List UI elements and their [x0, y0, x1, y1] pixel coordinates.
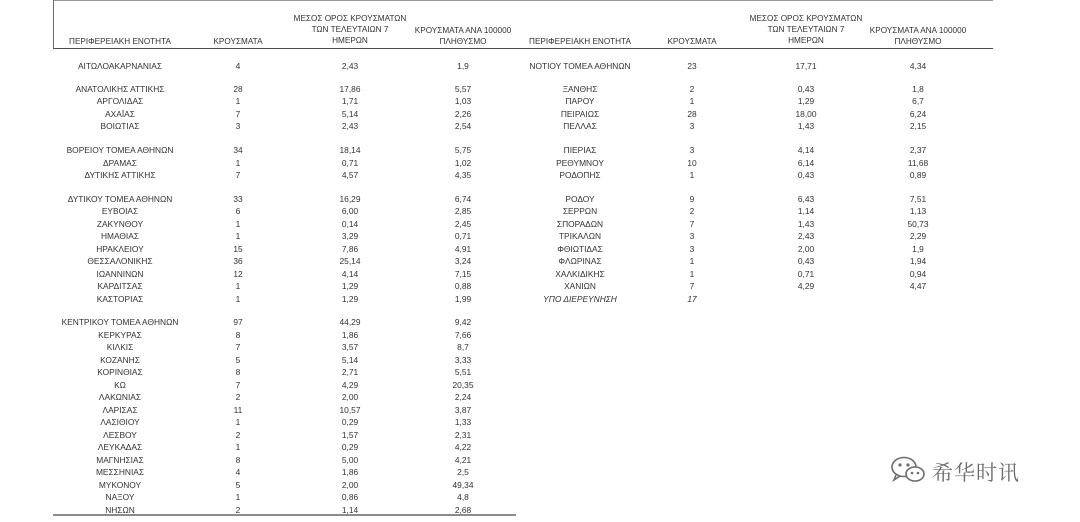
- region-cell: ΖΑΚΥΝΘΟΥ: [96, 219, 144, 229]
- cases-cell: 1: [235, 294, 241, 304]
- per100k-cell: 1,03: [454, 96, 472, 106]
- avg7-cell: 2,00: [341, 392, 359, 402]
- region-cell: ΗΜΑΘΙΑΣ: [100, 231, 140, 241]
- per100k-cell: 5,75: [454, 145, 472, 155]
- cases-cell: 36: [233, 256, 243, 266]
- per100k-cell: 9,42: [454, 317, 472, 327]
- avg7-cell: 0,29: [341, 417, 359, 427]
- per100k-cell: 2,68: [454, 505, 472, 515]
- cases-cell: 23: [687, 61, 697, 71]
- cases-cell: 2: [689, 84, 695, 94]
- cases-cell: 1: [235, 281, 241, 291]
- region-cell: ΛΑΚΩΝΙΑΣ: [98, 392, 142, 402]
- wechat-icon: [890, 455, 926, 490]
- per100k-cell: 49,34: [452, 480, 474, 490]
- per100k-cell: 4,35: [454, 170, 472, 180]
- avg7-cell: 5,14: [341, 355, 359, 365]
- avg7-cell: 1,29: [341, 281, 359, 291]
- cases-cell: 1: [689, 170, 695, 180]
- cases-cell: 2: [689, 206, 695, 216]
- watermark: [890, 454, 1060, 490]
- avg7-cell: 44,29: [339, 317, 361, 327]
- region-cell: ΠΑΡΟΥ: [565, 96, 595, 106]
- region-cell: ΦΛΩΡΙΝΑΣ: [558, 256, 602, 266]
- region-cell: ΒΟΙΩΤΙΑΣ: [100, 121, 140, 131]
- per100k-cell: 4,47: [909, 281, 927, 291]
- table-top-rule: [53, 0, 993, 1]
- avg7-cell: 2,43: [341, 121, 359, 131]
- cases-cell: 8: [235, 455, 241, 465]
- region-cell: ΤΡΙΚΑΛΩΝ: [558, 231, 602, 241]
- per100k-cell: 2,37: [909, 145, 927, 155]
- region-cell: ΡΟΔΟΠΗΣ: [559, 170, 601, 180]
- avg7-cell: 2,71: [341, 367, 359, 377]
- avg7-cell: 18,00: [795, 109, 817, 119]
- region-cell: ΞΑΝΘΗΣ: [562, 84, 598, 94]
- cases-cell: 28: [687, 109, 697, 119]
- region-cell: ΕΥΒΟΙΑΣ: [101, 206, 139, 216]
- per100k-cell: 1,8: [912, 84, 924, 94]
- avg7-cell: 4,14: [341, 269, 359, 279]
- per100k-cell: 20,35: [452, 380, 474, 390]
- per100k-cell: 4,34: [909, 61, 927, 71]
- per100k-cell: 2,54: [454, 121, 472, 131]
- cases-cell: 11: [233, 405, 243, 415]
- per100k-cell: 2,85: [454, 206, 472, 216]
- cases-cell: 6: [235, 206, 241, 216]
- avg7-cell: 6,43: [797, 194, 815, 204]
- avg7-cell: 1,29: [797, 96, 815, 106]
- region-cell: ΡΕΘΥΜΝΟΥ: [556, 158, 604, 168]
- avg7-cell: 5,00: [341, 455, 359, 465]
- avg7-cell: 16,29: [339, 194, 361, 204]
- watermark-text: 希华时讯: [932, 461, 1020, 485]
- per100k-cell: 0,71: [454, 231, 472, 241]
- avg7-cell: 4,57: [341, 170, 359, 180]
- region-cell: ΚΑΣΤΟΡΙΑΣ: [96, 294, 144, 304]
- avg7-cell: 2,00: [797, 244, 815, 254]
- per100k-cell: 1,13: [909, 206, 927, 216]
- per100k-cell: 0,89: [909, 170, 927, 180]
- cases-cell: 1: [689, 96, 695, 106]
- cases-cell: 7: [235, 109, 241, 119]
- avg7-cell: 1,86: [341, 467, 359, 477]
- region-cell: ΑΙΤΩΛΟΑΚΑΡΝΑΝΙΑΣ: [77, 61, 163, 71]
- region-cell: ΝΑΞΟΥ: [105, 492, 135, 502]
- avg7-cell: 1,86: [341, 330, 359, 340]
- region-cell: ΑΧΑΪΑΣ: [105, 109, 135, 119]
- cases-cell: 8: [235, 367, 241, 377]
- cases-cell: 7: [235, 170, 241, 180]
- region-cell: ΚΙΛΚΙΣ: [106, 342, 134, 352]
- cases-cell: 1: [235, 442, 241, 452]
- avg7-cell: 6,00: [341, 206, 359, 216]
- cases-cell: 3: [689, 231, 695, 241]
- avg7-cell: 4,14: [797, 145, 815, 155]
- region-cell: ΛΕΥΚΑΔΑΣ: [97, 442, 143, 452]
- region-cell: ΘΕΣΣΑΛΟΝΙΚΗΣ: [87, 256, 153, 266]
- header-rule: [53, 48, 993, 49]
- region-cell: ΚΕΝΤΡΙΚΟΥ ΤΟΜΕΑ ΑΘΗΝΩΝ: [61, 317, 179, 327]
- per100k-cell: 8,7: [457, 342, 469, 352]
- region-cell: ΜΕΣΣΗΝΙΑΣ: [95, 467, 145, 477]
- region-cell: ΦΘΙΩΤΙΔΑΣ: [557, 244, 603, 254]
- avg7-cell: 2,00: [341, 480, 359, 490]
- per100k-cell: 6,74: [454, 194, 472, 204]
- region-cell: ΑΡΓΟΛΙΔΑΣ: [96, 96, 144, 106]
- per100k-cell: 2,24: [454, 392, 472, 402]
- per100k-cell: 3,33: [454, 355, 472, 365]
- region-cell: ΠΙΕΡΙΑΣ: [563, 145, 597, 155]
- avg7-cell: 0,29: [341, 442, 359, 452]
- avg7-cell: 1,14: [797, 206, 815, 216]
- cases-cell: 7: [235, 342, 241, 352]
- avg7-cell: 0,71: [797, 269, 815, 279]
- per100k-cell: 2,15: [909, 121, 927, 131]
- region-cell: ΔΡΑΜΑΣ: [103, 158, 137, 168]
- cases-cell: 3: [689, 121, 695, 131]
- cases-cell: 9: [689, 194, 695, 204]
- per100k-cell: 2,31: [454, 430, 472, 440]
- per100k-cell: 1,02: [454, 158, 472, 168]
- per100k-cell: 4,22: [454, 442, 472, 452]
- per100k-cell: 1,94: [909, 256, 927, 266]
- cases-cell: 1: [235, 96, 241, 106]
- avg7-cell: 1,71: [341, 96, 359, 106]
- avg7-cell: 0,86: [341, 492, 359, 502]
- per100k-cell: 4,8: [457, 492, 469, 502]
- cases-cell: 1: [235, 417, 241, 427]
- avg7-cell: 2,43: [797, 231, 815, 241]
- region-cell: ΒΟΡΕΙΟΥ ΤΟΜΕΑ ΑΘΗΝΩΝ: [66, 145, 174, 155]
- region-cell: ΝΟΤΙΟΥ ΤΟΜΕΑ ΑΘΗΝΩΝ: [529, 61, 631, 71]
- avg7-cell: 3,29: [341, 231, 359, 241]
- header-cases-left: ΚΡΟΥΣΜΑΤΑ: [213, 37, 263, 46]
- cases-cell: 3: [689, 244, 695, 254]
- cases-cell: 2: [235, 505, 241, 515]
- per100k-cell: 7,66: [454, 330, 472, 340]
- cases-cell: 1: [235, 219, 241, 229]
- avg7-cell: 10,57: [339, 405, 361, 415]
- per100k-cell: 7,15: [454, 269, 472, 279]
- per100k-cell: 5,51: [454, 367, 472, 377]
- per100k-cell: 2,45: [454, 219, 472, 229]
- avg7-cell: 5,14: [341, 109, 359, 119]
- cases-cell: 7: [689, 219, 695, 229]
- region-cell: ΛΑΣΙΘΙΟΥ: [100, 417, 140, 427]
- per100k-cell: 6,24: [909, 109, 927, 119]
- avg7-cell: 0,43: [797, 84, 815, 94]
- region-cell: ΠΕΛΛΑΣ: [563, 121, 597, 131]
- region-cell: ΚΟΖΑΝΗΣ: [100, 355, 140, 365]
- cases-cell: 1: [235, 158, 241, 168]
- avg7-cell: 17,86: [339, 84, 361, 94]
- per100k-cell: 2,5: [457, 467, 469, 477]
- per100k-cell: 6,7: [912, 96, 924, 106]
- cases-cell: 4: [235, 61, 241, 71]
- region-cell: ΝΗΣΩΝ: [105, 505, 135, 515]
- avg7-cell: 3,57: [341, 342, 359, 352]
- per100k-cell: 11,68: [907, 158, 929, 168]
- cases-cell: 2: [235, 430, 241, 440]
- avg7-cell: 1,43: [797, 121, 815, 131]
- cases-cell: 1: [689, 269, 695, 279]
- avg7-cell: 4,29: [797, 281, 815, 291]
- header-region-right: ΠΕΡΙΦΕΡΕΙΑΚΗ ΕΝΟΤΗΤΑ: [529, 37, 631, 46]
- region-cell: ΚΟΡΙΝΘΙΑΣ: [97, 367, 143, 377]
- avg7-cell: 0,43: [797, 170, 815, 180]
- cases-cell: 5: [235, 480, 241, 490]
- per100k-cell: 4,21: [454, 455, 472, 465]
- region-cell: ΙΩΑΝΝΙΝΩΝ: [96, 269, 144, 279]
- region-cell: ΚΩ: [114, 380, 126, 390]
- cases-cell: 3: [235, 121, 241, 131]
- cases-cell: 17: [687, 294, 697, 304]
- region-cell: ΜΑΓΝΗΣΙΑΣ: [96, 455, 144, 465]
- per100k-cell: 1,9: [912, 244, 924, 254]
- per100k-cell: 2,26: [454, 109, 472, 119]
- region-cell: ΛΕΣΒΟΥ: [103, 430, 137, 440]
- avg7-cell: 1,43: [797, 219, 815, 229]
- region-cell: ΑΝΑΤΟΛΙΚΗΣ ΑΤΤΙΚΗΣ: [75, 84, 165, 94]
- region-cell: ΔΥΤΙΚΟΥ ΤΟΜΕΑ ΑΘΗΝΩΝ: [67, 194, 173, 204]
- avg7-cell: 25,14: [339, 256, 361, 266]
- avg7-cell: 1,29: [341, 294, 359, 304]
- per100k-cell: 3,24: [454, 256, 472, 266]
- header-per100k-left: ΚΡΟΥΣΜΑΤΑ ΑΝΑ 100000 ΠΛΗΘΥΣΜΟ: [414, 26, 512, 46]
- avg7-cell: 1,57: [341, 430, 359, 440]
- avg7-cell: 0,14: [341, 219, 359, 229]
- per100k-cell: 7,51: [909, 194, 927, 204]
- avg7-cell: 4,29: [341, 380, 359, 390]
- region-cell: ΧΑΛΚΙΔΙΚΗΣ: [555, 269, 605, 279]
- per100k-cell: 5,57: [454, 84, 472, 94]
- region-cell: ΡΟΔΟΥ: [565, 194, 595, 204]
- region-cell: ΚΕΡΚΥΡΑΣ: [98, 330, 142, 340]
- per100k-cell: 1,99: [454, 294, 472, 304]
- header-per100k-right: ΚΡΟΥΣΜΑΤΑ ΑΝΑ 100000 ΠΛΗΘΥΣΜΟ: [869, 26, 967, 46]
- cases-cell: 1: [689, 256, 695, 266]
- cases-cell: 28: [233, 84, 243, 94]
- cases-cell: 2: [235, 392, 241, 402]
- per100k-cell: 50,73: [907, 219, 929, 229]
- header-region-left: ΠΕΡΙΦΕΡΕΙΑΚΗ ΕΝΟΤΗΤΑ: [69, 37, 171, 46]
- avg7-cell: 17,71: [795, 61, 817, 71]
- avg7-cell: 7,86: [341, 244, 359, 254]
- region-cell: ΠΕΙΡΑΙΩΣ: [560, 109, 600, 119]
- cases-cell: 97: [233, 317, 243, 327]
- cases-cell: 1: [235, 492, 241, 502]
- cases-cell: 33: [233, 194, 243, 204]
- per100k-cell: 3,87: [454, 405, 472, 415]
- region-cell: ΚΑΡΔΙΤΣΑΣ: [97, 281, 143, 291]
- region-cell: ΧΑΝΙΩΝ: [564, 281, 596, 291]
- cases-cell: 7: [235, 380, 241, 390]
- cases-cell: 1: [235, 231, 241, 241]
- region-cell: ΣΠΟΡΑΔΩΝ: [556, 219, 604, 229]
- avg7-cell: 6,14: [797, 158, 815, 168]
- cases-cell: 8: [235, 330, 241, 340]
- cases-cell: 5: [235, 355, 241, 365]
- region-cell: ΥΠΟ ΔΙΕΡΕΥΝΗΣΗ: [543, 294, 617, 304]
- per100k-cell: 1,9: [457, 61, 469, 71]
- avg7-cell: 0,71: [341, 158, 359, 168]
- cases-cell: 34: [233, 145, 243, 155]
- cases-cell: 7: [689, 281, 695, 291]
- avg7-cell: 2,43: [341, 61, 359, 71]
- avg7-cell: 1,14: [341, 505, 359, 515]
- per100k-cell: 1,33: [454, 417, 472, 427]
- cases-cell: 12: [233, 269, 243, 279]
- cases-cell: 10: [687, 158, 697, 168]
- region-cell: ΔΥΤΙΚΗΣ ΑΤΤΙΚΗΣ: [84, 170, 156, 180]
- region-cell: ΣΕΡΡΩΝ: [562, 206, 598, 216]
- per100k-cell: 0,94: [909, 269, 927, 279]
- region-cell: ΜΥΚΟΝΟΥ: [98, 480, 142, 490]
- header-avg7-left: ΜΕΣΟΣ ΟΡΟΣ ΚΡΟΥΣΜΑΤΩΝ ΤΩΝ ΤΕΛΕΥΤΑΙΩΝ 7 ΗΜΕΡΩΝ: [293, 14, 407, 45]
- cases-cell: 15: [233, 244, 243, 254]
- region-cell: ΛΑΡΙΣΑΣ: [102, 405, 138, 415]
- cases-cell: 4: [235, 467, 241, 477]
- region-cell: ΗΡΑΚΛΕΙΟΥ: [96, 244, 144, 254]
- per100k-cell: 0,88: [454, 281, 472, 291]
- avg7-cell: 18,14: [339, 145, 361, 155]
- header-avg7-right: ΜΕΣΟΣ ΟΡΟΣ ΚΡΟΥΣΜΑΤΩΝ ΤΩΝ ΤΕΛΕΥΤΑΙΩΝ 7 ΗΜΕΡΩΝ: [749, 14, 863, 45]
- avg7-cell: 0,43: [797, 256, 815, 266]
- per100k-cell: 2,29: [909, 231, 927, 241]
- header-cases-right: ΚΡΟΥΣΜΑΤΑ: [667, 37, 717, 46]
- cases-cell: 3: [689, 145, 695, 155]
- per100k-cell: 4,91: [454, 244, 472, 254]
